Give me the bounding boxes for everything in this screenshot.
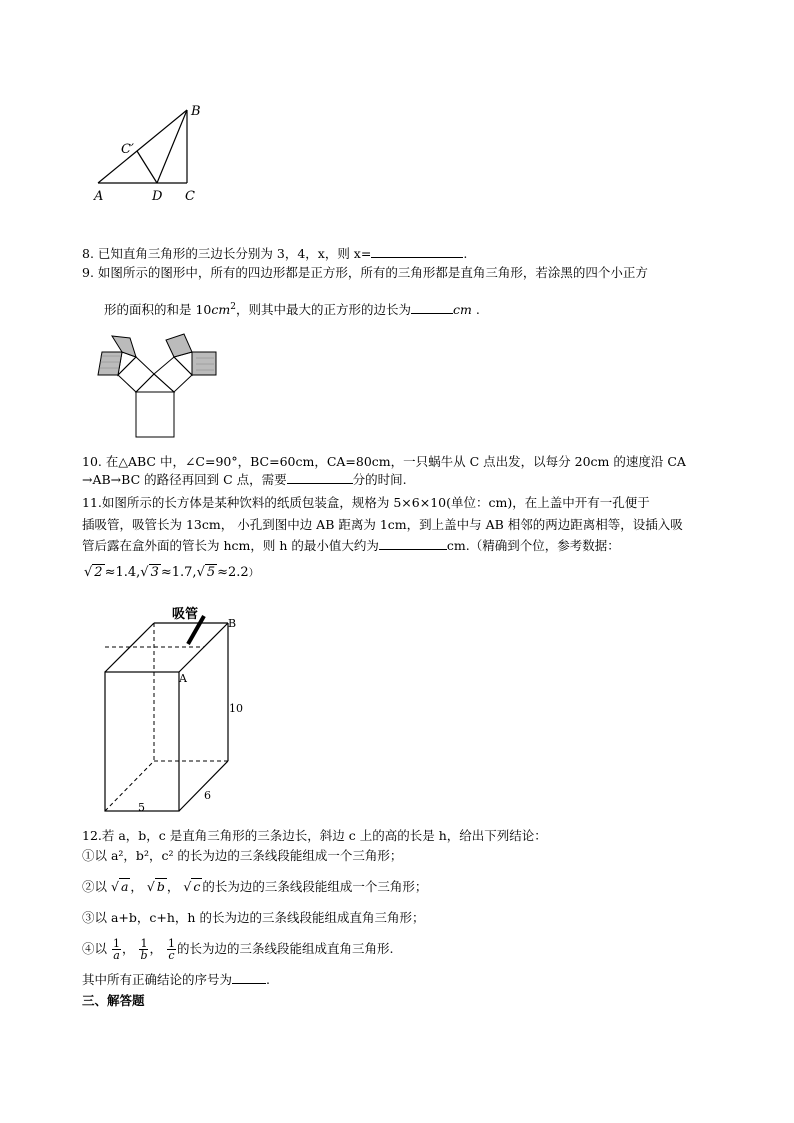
label-B: B [191,104,201,119]
triangle-figure [88,100,218,208]
label-width-6: 6 [204,789,211,802]
shaded-square-3 [166,334,192,357]
question-11-reference-data: √ 2 ≈1.4,√ 3 ≈1.7,√ 5 ≈2.2） [84,565,259,580]
label-A: A [94,189,104,204]
answer-blank-11[interactable] [379,537,447,550]
top-triangle [136,374,174,392]
question-11-line2: 插吸管，吸管长为 13cm， 小孔到图中边 AB 距离为 1cm，到上盖中与 AB 相邻的两边距离相等，设插入吸 [82,517,683,532]
question-12-item4: ④以 $\frac{1}{a}$ ， $\frac{1}{b}$ ， $\frac{1}{c}$ 的长为边的三条线段能组成直角三角形. [82,937,394,962]
question-12-item1: ①以 a²，b²，c² 的长为边的三条线段能组成一个三角形； [82,848,403,863]
box-front-face [105,672,179,811]
label-length-5: 5 [138,801,145,814]
question-11-line3: 管后露在盒外面的管长为 hcm，则 h 的最小值大约为 cm.（精确到个位，参考数据： [82,538,620,553]
question-10-line2: →AB→BC 的路径再回到 C 点，需要 分的时间. [82,472,407,487]
question-8: 8. 已知直角三角形的三边长分别为 3，4，x，则 x= . [82,246,468,261]
question-12-line1: 12.若 a，b，c 是直角三角形的三条边长，斜边 c 上的高的长是 h，给出下列结论： [82,828,547,843]
label-C: C [185,189,195,204]
section-3-heading: 三、解答题 [82,993,145,1008]
question-11-line1: 11.如图所示的长方体是某种饮料的纸质包装盒，规格为 5×6×10(单位：cm)，在上盖中开有一孔便于 [82,495,650,510]
left-square [118,357,154,392]
right-square [154,357,192,392]
label-D: D [152,189,163,204]
answer-blank-8[interactable] [371,245,463,258]
question-12-conclusion: 其中所有正确结论的序号为 . [82,972,270,987]
question-12-item2: ②以 √ a ， √ b ， √ c 的长为边的三条线段能组成一个三角形； [82,879,428,894]
pythagoras-tree-figure [88,322,224,440]
segment-BD [157,110,187,183]
shaded-square-4 [192,352,216,375]
shaded-square-1 [98,352,122,375]
box-figure [96,600,256,818]
question-10-line1: 10. 在△ABC 中，∠C=90°，BC=60cm，CA=80cm，一只蜗牛从 C 点出发，以每分 20cm 的速度沿 CA [82,454,686,469]
label-straw: 吸管 [172,607,199,622]
label-C-prime: C′ [121,142,134,157]
answer-blank-12[interactable] [232,971,266,984]
question-12-item3: ③以 a+b，c+h，h 的长为边的三条线段能组成直角三角形； [82,910,425,925]
label-height-10: 10 [229,702,243,715]
segment-DC-prime [137,151,157,183]
answer-blank-9[interactable] [411,301,453,314]
side-AB [98,110,187,183]
largest-square [136,392,174,437]
label-box-A: A [179,672,187,685]
question-9-line2: 形的面积的和是 $10cm^2$，则其中最大的正方形的边长为 cm . [104,302,480,318]
answer-blank-10[interactable] [287,471,353,484]
label-box-B: B [228,617,237,630]
question-9-line1: 9. 如图所示的图形中，所有的四边形都是正方形，所有的三角形都是直角三角形，若涂黑的四个小正方 [82,265,648,280]
